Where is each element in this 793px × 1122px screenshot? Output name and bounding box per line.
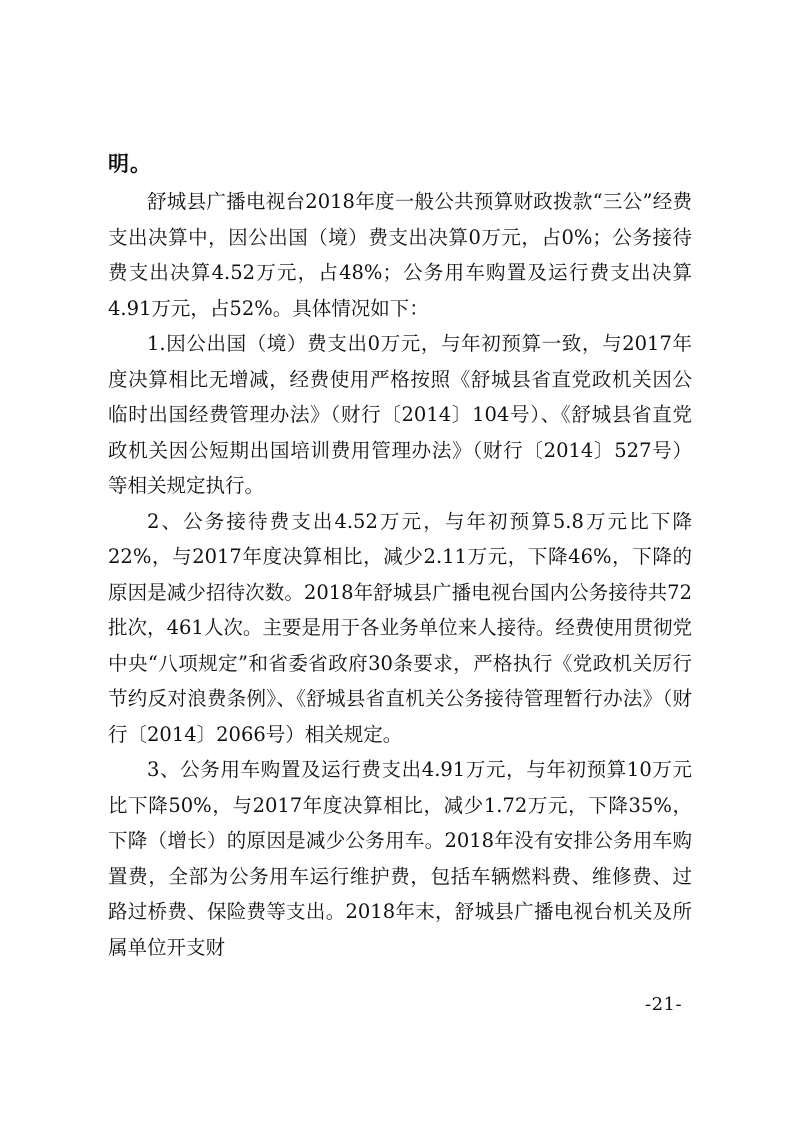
body-text (108, 184, 692, 965)
paragraph-vehicles: 3、公务用车购置及运行费支出4.91万元，与年初预算10万元比下降50%，与2017年度决算相比，减少1.72万元，下降35%，下降（增长）的原因是减少公务用车。2018年没有安排公务用车购置费，全部为公务用车运行维护费，包括车辆燃料费、维修费、过路过桥费、保险费等支出。2018年末，舒城县广播电视台机关及所属单位开支财 (108, 758, 692, 959)
paragraph-reception: 2、公务接待费支出4.52万元，与年初预算5.8万元比下降22%，与2017年度决算相比，减少2.11万元，下降46%，下降的原因是减少招待次数。2018年舒城县广播电视台国内公务接待共72批次，461人次。主要是用于各业务单位来人接待。经费使用贯彻党中央“八项规定”和省委省政府30条要求，严格执行《党政机关厉行节约反对浪费条例》、《舒城县省直机关公务接待管理暂行办法》（财行〔2014〕2066号）相关规定。 (108, 509, 692, 746)
page-number: -21- (645, 994, 683, 1015)
continuation-heading: 明。 (108, 151, 152, 176)
paragraph-overseas-travel: 1.因公出国（境）费支出0万元，与年初预算一致，与2017年度决算相比无增减，经费使用严格按照《舒城县省直党政机关因公临时出国经费管理办法》（财行〔2014〕104号）、《舒城县省直党政机关因公短期出国培训费用管理办法》（财行〔2014〕527号）等相关规定执行。 (108, 332, 692, 497)
paragraph-summary: 舒城县广播电视台2018年度一般公共预算财政拨款“三公”经费支出决算中，因公出国（境）费支出决算0万元，占0%；公务接待费支出决算4.52万元，占48%；公务用车购置及运行费支出决算4.91万元，占52%。具体情况如下： (108, 190, 692, 320)
